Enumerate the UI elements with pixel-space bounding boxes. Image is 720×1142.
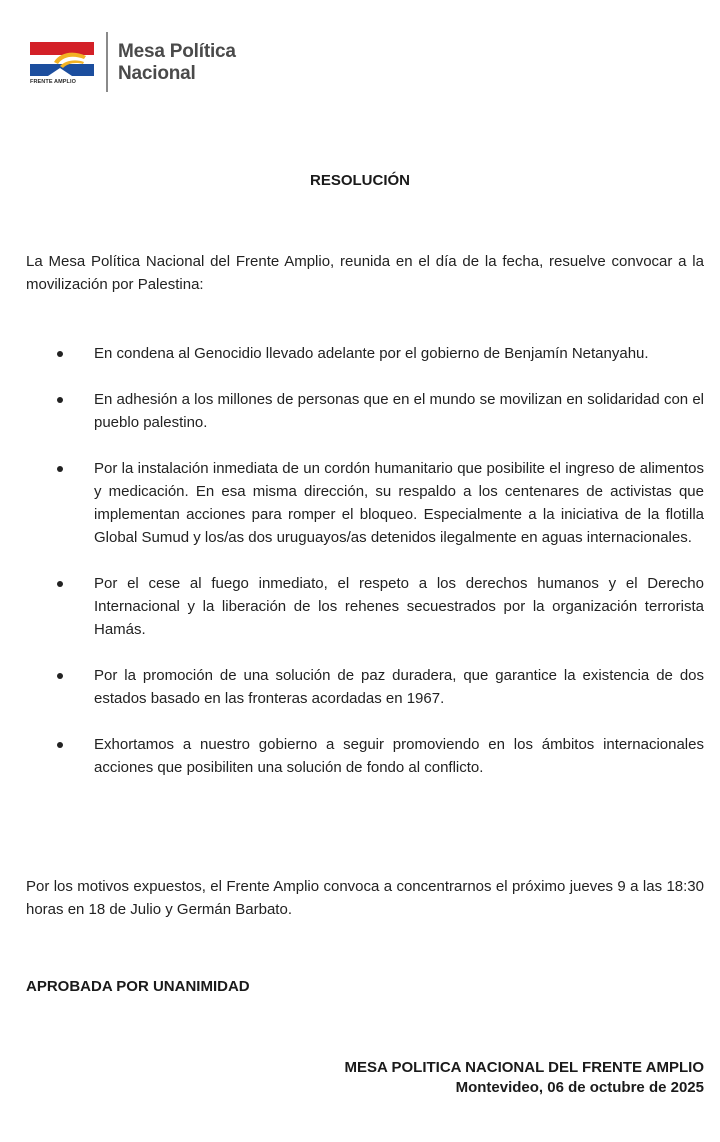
list-item-text: Exhortamos a nuestro gobierno a seguir promoviendo en los ámbitos internacionales acciones que posibiliten una solución de fondo al conflicto. <box>94 736 704 776</box>
bullet-icon <box>57 466 63 472</box>
signature-organization: MESA POLITICA NACIONAL DEL FRENTE AMPLIO <box>344 1059 704 1076</box>
signature-block <box>345 1058 704 1098</box>
header-title-line2: Nacional <box>118 63 196 84</box>
logo-red-band <box>30 42 94 55</box>
approval-statement: APROBADA POR UNANIMIDAD <box>26 978 250 995</box>
bullet-icon <box>57 397 63 403</box>
bullet-icon <box>57 581 63 587</box>
signature-place-date: Montevideo, 06 de octubre de 2025 <box>455 1079 704 1096</box>
list-item <box>0 388 720 434</box>
list-item-text: En adhesión a los millones de personas que en el mundo se movilizan en solidaridad con el pueblo palestino. <box>94 391 704 431</box>
list-item <box>0 572 720 641</box>
list-item <box>0 733 720 779</box>
list-item <box>0 342 720 365</box>
list-item-text: Por la instalación inmediata de un cordón humanitario que posibilite el ingreso de alimentos y medicación. En esa misma dirección, su respaldo a los centenares de activistas que implementan acciones para romper el bloqueo. Especialmente a la iniciativa de la flotilla Global Sumud y los/as dos uruguayos/as detenidos ilegalmente en aguas internacionales. <box>94 460 704 546</box>
bullet-icon <box>57 351 63 357</box>
list-item-text: Por el cese al fuego inmediato, el respeto a los derechos humanos y el Derecho Internacional y la liberación de los rehenes secuestrados por la organización terrorista Hamás. <box>94 575 704 638</box>
list-item-text: En condena al Genocidio llevado adelante por el gobierno de Benjamín Netanyahu. <box>94 345 649 362</box>
header-title <box>118 41 236 85</box>
letterhead <box>30 32 290 92</box>
bullet-icon <box>57 742 63 748</box>
resolution-list <box>0 342 720 802</box>
closing-paragraph: Por los motivos expuestos, el Frente Amplio convoca a concentrarnos el próximo jueves 9 a las 18:30 horas en 18 de Julio y Germán Barbato. <box>26 878 704 918</box>
header-divider <box>106 32 108 92</box>
bullet-icon <box>57 673 63 679</box>
intro-paragraph: La Mesa Política Nacional del Frente Amplio, reunida en el día de la fecha, resuelve convocar a la movilización por Palestina: <box>26 253 704 293</box>
list-item-text: Por la promoción de una solución de paz duradera, que garantice la existencia de dos estados basado en las fronteras acordadas en 1967. <box>94 667 704 707</box>
list-item <box>0 664 720 710</box>
logo-caption: FRENTE AMPLIO <box>30 79 77 85</box>
list-item <box>0 457 720 549</box>
header-title-line1: Mesa Política <box>118 41 236 62</box>
document-title: RESOLUCIÓN <box>309 172 410 189</box>
